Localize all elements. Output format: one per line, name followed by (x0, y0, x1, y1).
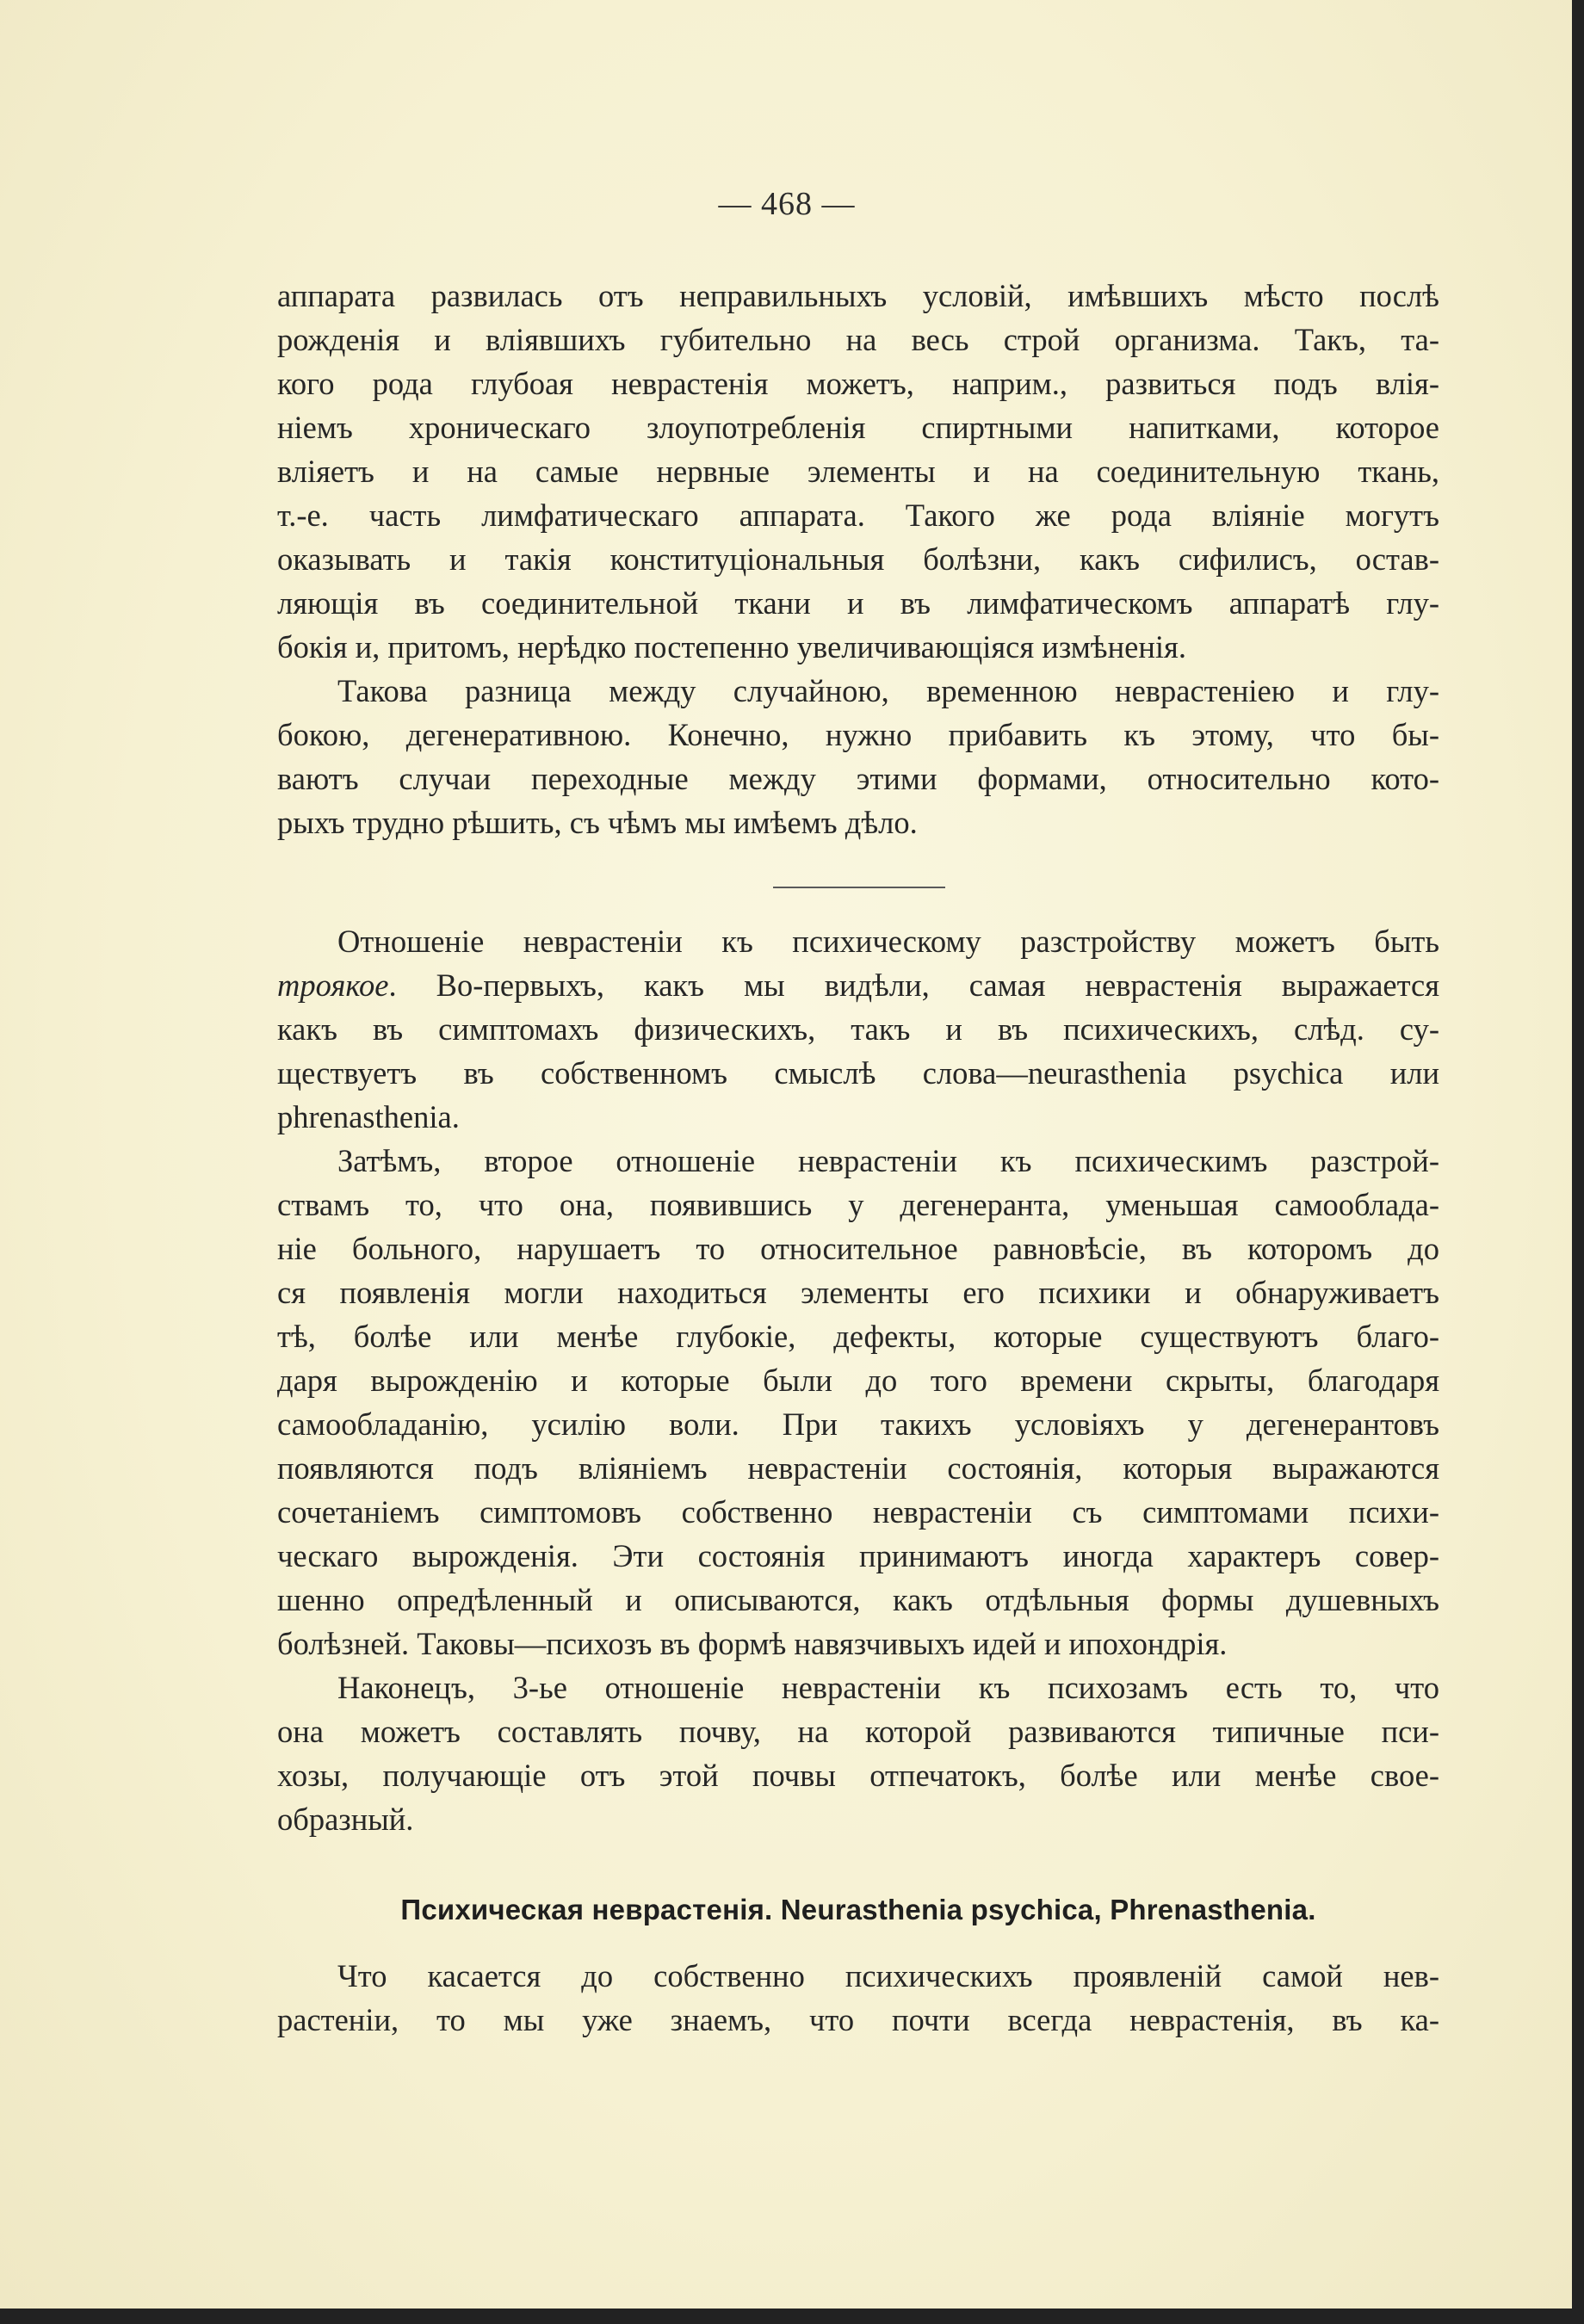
paragraph-continuation (277, 274, 1439, 669)
text-line: даря вырожденію и которые были до того времени скрыты, благодаря (277, 1363, 1439, 1398)
page-edge-shadow (1572, 0, 1584, 2324)
text-line: самообладанію, усилію воли. При такихъ условіяхъ у дегенерантовъ (277, 1406, 1439, 1442)
text-line: рожденія и вліявшихъ губительно на весь строй организма. Такъ, та- (277, 322, 1439, 357)
text-line: тѣ, болѣе или менѣе глубокіе, дефекты, которые существуютъ благо- (277, 1319, 1439, 1354)
text-line: шенно опредѣленный и описываются, какъ отдѣльныя формы душевныхъ (277, 1582, 1439, 1617)
text-line: она можетъ составлять почву, на которой развиваются типичные пси- (277, 1714, 1439, 1749)
text-line: phrenasthenia. (277, 1099, 460, 1134)
text-line: ствамъ то, что она, появившись у дегенеранта, уменьшая самооблада- (277, 1187, 1439, 1222)
text-line: Затѣмъ, второе отношеніе неврастеніи къ психическимъ разстрой- (337, 1143, 1439, 1178)
text-line: ляющія въ соединительной ткани и въ лимфатическомъ аппаратѣ глу- (277, 585, 1439, 621)
section-separator (773, 887, 945, 888)
text-line: т.-е. часть лимфатическаго аппарата. Такого же рода вліяніе могутъ (277, 498, 1439, 533)
text-line: рыхъ трудно рѣшить, съ чѣмъ мы имѣемъ дѣло. (277, 805, 918, 840)
text-line: ческаго вырожденія. Эти состоянія принимаютъ иногда характеръ совер- (277, 1538, 1439, 1573)
text-line: ществуетъ въ собственномъ смыслѣ слова—neurasthenia psychica или (277, 1055, 1439, 1091)
text-line: ніемъ хроническаго злоупотребленія спиртными напитками, которое (277, 410, 1439, 445)
paragraph-second-relation (277, 1139, 1439, 1666)
text-line (277, 963, 1439, 1007)
section-heading: Психическая неврастенія. Neurasthenia psychica, Phrenasthenia. (400, 1894, 1316, 1925)
paragraph-third-relation (277, 1666, 1439, 1841)
text-block-relations (277, 919, 1439, 1841)
text-line: Что касается до собственно психическихъ проявленій самой нев- (337, 1958, 1439, 1993)
text-line: Отношеніе неврастеніи къ психическому разстройству можетъ быть (337, 924, 1439, 959)
paragraph-relation-intro (277, 919, 1439, 1139)
text-line-rest: . Во-первыхъ, какъ мы видѣли, самая неврастенія выражается (388, 967, 1439, 1003)
page-bottom-shadow (0, 2309, 1584, 2324)
text-line: появляются подъ вліяніемъ неврастеніи состоянія, которыя выражаются (277, 1450, 1439, 1486)
paragraph-difference (277, 669, 1439, 844)
text-line: хозы, получающіе отъ этой почвы отпечатокъ, болѣе или менѣе свое- (277, 1758, 1439, 1793)
text-line: оказывать и такія конституціональныя болѣзни, какъ сифилисъ, остав- (277, 541, 1439, 577)
paragraph-psychic-intro (277, 1954, 1439, 2042)
text-line: аппарата развилась отъ неправильныхъ условій, имѣвшихъ мѣсто послѣ (277, 278, 1439, 313)
text-line: растеніи, то мы уже знаемъ, что почти всегда неврастенія, въ ка- (277, 2002, 1439, 2037)
text-line: Такова разница между случайною, временною неврастеніею и глу- (337, 673, 1439, 708)
text-line: вліяетъ и на самые нервные элементы и на соединительную ткань, (277, 454, 1439, 489)
text-line: сочетаніемъ симптомовъ собственно неврастеніи съ симптомами психи- (277, 1494, 1439, 1530)
italic-emphasis: троякое (277, 967, 389, 1003)
text-line: бокія и, притомъ, нерѣдко постепенно увеличивающіяся измѣненія. (277, 629, 1186, 664)
text-line: Наконецъ, 3-ье отношеніе неврастеніи къ психозамъ есть то, что (337, 1670, 1439, 1705)
page-number: — 468 — (718, 186, 856, 222)
text-line: бокою, дегенеративною. Конечно, нужно прибавить къ этому, что бы- (277, 717, 1439, 752)
text-line: ніе больного, нарушаетъ то относительное равновѣсіе, въ которомъ до (277, 1231, 1439, 1266)
text-line: болѣзней. Таковы—психозъ въ формѣ навязчивыхъ идей и ипохондрія. (277, 1626, 1228, 1661)
text-block-psychic-neurasthenia (277, 1954, 1439, 2042)
text-block-continuation (277, 274, 1439, 844)
text-line: кого рода глубоая неврастенія можетъ, наприм., развиться подъ влія- (277, 366, 1439, 401)
text-line: образный. (277, 1802, 414, 1837)
text-line: ваютъ случаи переходные между этими формами, относительно кото- (277, 761, 1439, 796)
text-line: ся появленія могли находиться элементы его психики и обнаруживаетъ (277, 1275, 1439, 1310)
text-line: какъ въ симптомахъ физическихъ, такъ и въ психическихъ, слѣд. су- (277, 1011, 1439, 1047)
